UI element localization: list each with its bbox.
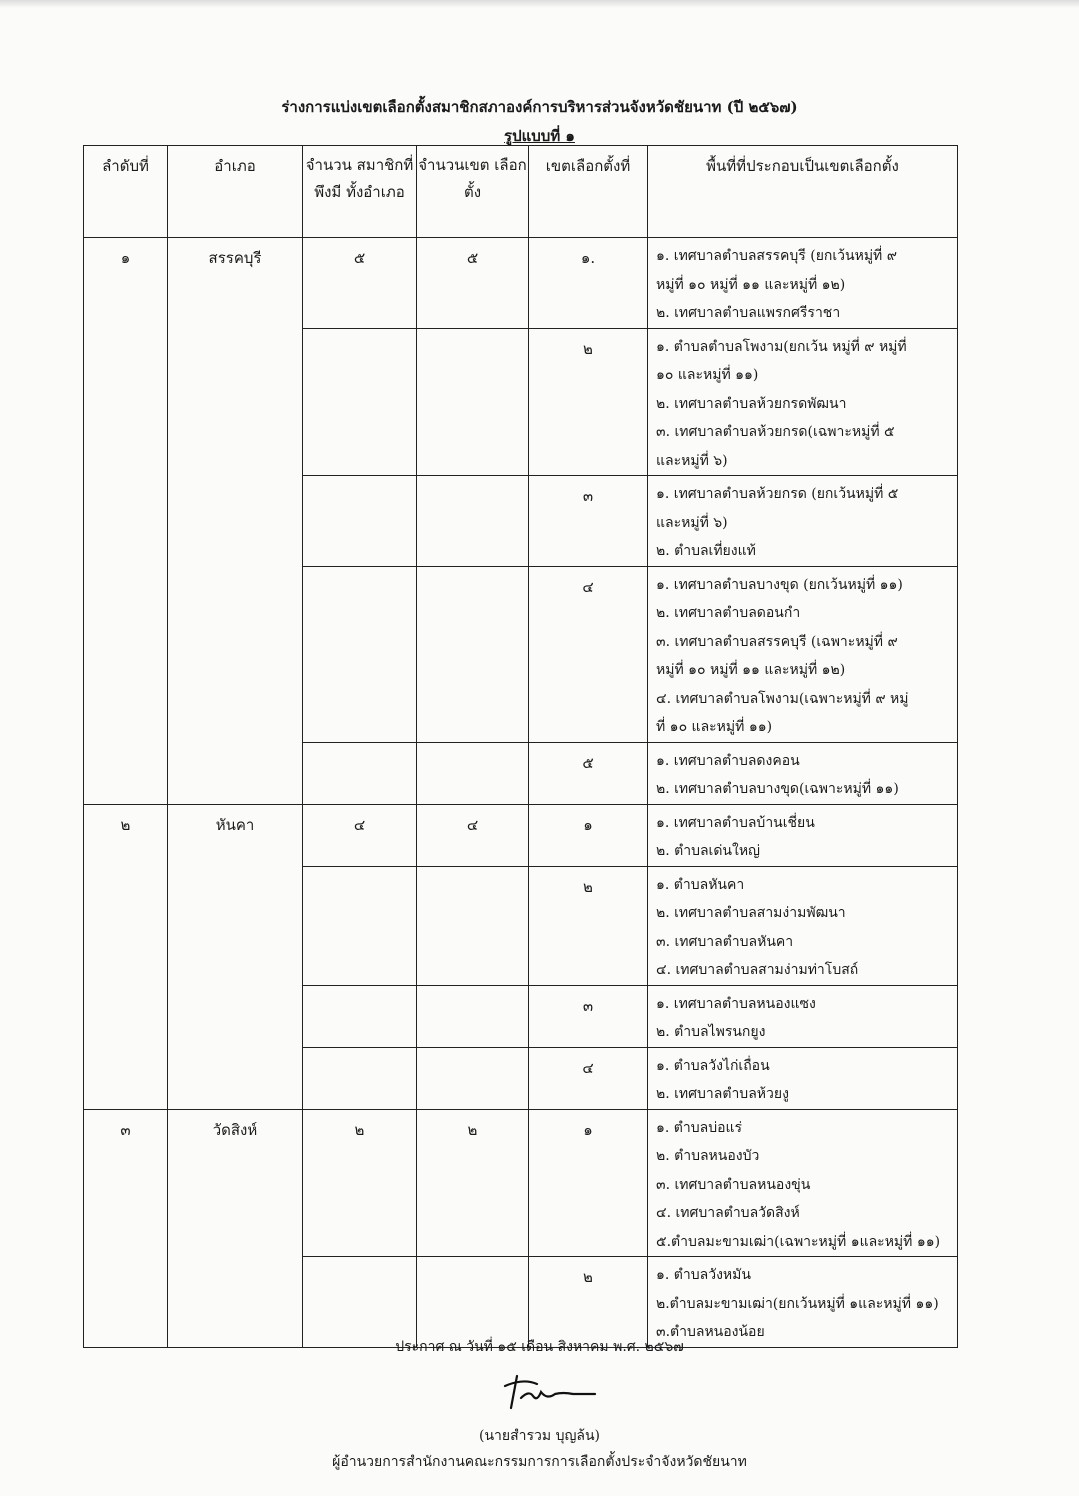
area-line: ๔. เทศบาลตำบลวัดสิงห์ (656, 1205, 800, 1221)
row-members (303, 1047, 417, 1109)
row-zone: ๑ (529, 1109, 648, 1257)
row-no (84, 566, 168, 742)
document-title: ร่างการแบ่งเขตเลือกตั้งสมาชิกสภาองค์การบริหารส่วนจังหวัดชัยนาท (ปี ๒๕๖๗) (281, 98, 798, 116)
area-line: ๒. เทศบาลตำบลบางขุด(เฉพาะหมู่ที่ ๑๑) (656, 781, 899, 797)
row-no (84, 1257, 168, 1348)
table-row (84, 804, 958, 866)
area-line: ๒. เทศบาลตำบลสามง่ามพัฒนา (656, 905, 846, 921)
header-zone: เขตเลือกตั้งที่ (529, 146, 648, 238)
area-line: ๑. ตำบลวังไก่เถื่อน (656, 1057, 770, 1074)
table-row (84, 1109, 958, 1257)
table-body (84, 238, 958, 1348)
area-line: ๑๐ และหมู่ที่ ๑๑) (656, 367, 759, 383)
area-line: ๒. ตำบลไพรนกยูง (656, 1024, 766, 1040)
area-line: ๑. เทศบาลตำบลดงคอน (656, 752, 800, 769)
row-zones (417, 476, 529, 567)
table-row (84, 566, 958, 742)
row-area (648, 1257, 958, 1348)
row-district (168, 328, 303, 476)
row-zone: ๔ (529, 1047, 648, 1109)
row-no (84, 866, 168, 985)
signer-position: ผู้อำนวยการสำนักงานคณะกรรมการการเลือกตั้งประจำจังหวัดชัยนาท (332, 1454, 747, 1470)
row-zone: ๕ (529, 742, 648, 804)
area-line: ๒. เทศบาลตำบลดอนกำ (656, 605, 801, 621)
row-area (648, 238, 958, 329)
table-row (84, 238, 958, 329)
row-zones (417, 866, 529, 985)
row-members: ๕ (303, 238, 417, 329)
row-zones: ๒ (417, 1109, 529, 1257)
signature (503, 1372, 598, 1412)
row-zone: ๒ (529, 1257, 648, 1348)
row-no (84, 742, 168, 804)
row-area (648, 1047, 958, 1109)
row-zone: ๔ (529, 566, 648, 742)
row-members (303, 985, 417, 1047)
table-row (84, 1257, 958, 1348)
row-members: ๒ (303, 1109, 417, 1257)
row-district: หันคา (168, 804, 303, 866)
document-subtitle: รูปแบบที่ ๑ (504, 127, 575, 145)
row-district: สรรคบุรี (168, 238, 303, 329)
row-no (84, 476, 168, 567)
area-line: ๓.ตำบลหนองน้อย (656, 1324, 765, 1340)
row-zones (417, 566, 529, 742)
row-zones (417, 1047, 529, 1109)
table-row (84, 985, 958, 1047)
table-row (84, 328, 958, 476)
area-line: ๒.ตำบลมะขามเฒ่า(ยกเว้นหมู่ที่ ๑และหมู่ที่ ๑๑) (656, 1295, 939, 1312)
area-line: ๕.ตำบลมะขามเฒ่า(เฉพาะหมู่ที่ ๑และหมู่ที่ ๑๑) (656, 1233, 941, 1250)
area-line: ๒. ตำบลเที่ยงแท้ (656, 543, 756, 559)
row-area (648, 866, 958, 985)
row-no (84, 1047, 168, 1109)
header-district: อำเภอ (168, 146, 303, 238)
area-line: หมู่ที่ ๑๐ หมู่ที่ ๑๑ และหมู่ที่ ๑๒) (656, 662, 846, 678)
row-no: ๓ (84, 1109, 168, 1257)
row-zones (417, 328, 529, 476)
table-row (84, 866, 958, 985)
row-no: ๑ (84, 238, 168, 329)
row-area (648, 328, 958, 476)
table-row (84, 742, 958, 804)
row-area (648, 985, 958, 1047)
area-line: หมู่ที่ ๑๐ หมู่ที่ ๑๑ และหมู่ที่ ๑๒) (656, 276, 846, 293)
row-zones: ๔ (417, 804, 529, 866)
row-district (168, 566, 303, 742)
area-line: ๒. เทศบาลตำบลห้วยกรดพัฒนา (656, 395, 847, 412)
page-edge (0, 0, 1079, 8)
area-line: ๒. ตำบลหนองบัว (656, 1148, 760, 1164)
signer-name: (นายสำรวม บุญล้น) (479, 1428, 600, 1444)
row-members (303, 742, 417, 804)
row-members: ๔ (303, 804, 417, 866)
area-line: ๑. เทศบาลตำบลสรรคบุรี (ยกเว้นหมู่ที่ ๙ (656, 248, 897, 264)
area-line: ๑. ตำบลวังหมัน (656, 1267, 751, 1283)
row-district (168, 985, 303, 1047)
area-line: ๔. เทศบาลตำบลสามง่ามท่าโบสถ์ (656, 962, 859, 978)
header-area: พื้นที่ที่ประกอบเป็นเขตเลือกตั้ง (648, 146, 958, 238)
area-line: ๑. ตำบลบ่อแร่ (656, 1119, 743, 1136)
area-line: ๓. เทศบาลตำบลหันคา (656, 933, 794, 950)
row-members (303, 476, 417, 567)
announce-date: ประกาศ ณ วันที่ ๑๕ เดือน สิงหาคม พ.ศ. ๒๕๖๗ (395, 1339, 684, 1355)
row-area (648, 476, 958, 567)
row-members (303, 866, 417, 985)
area-line: ๓. เทศบาลตำบลสรรคบุรี (เฉพาะหมู่ที่ ๙ (656, 633, 898, 650)
zone-table (83, 145, 958, 1348)
row-district (168, 1047, 303, 1109)
area-line: ๑. เทศบาลตำบลบางขุด (ยกเว้นหมู่ที่ ๑๑) (656, 576, 903, 593)
row-zone: ๑. (529, 238, 648, 329)
row-district (168, 742, 303, 804)
area-line: ๑. ตำบลตำบลโพงาม(ยกเว้น หมู่ที่ ๙ หมู่ที่ (656, 338, 907, 355)
row-no: ๒ (84, 804, 168, 866)
row-zone: ๒ (529, 866, 648, 985)
area-line: ที่ ๑๐ และหมู่ที่ ๑๑) (656, 719, 773, 735)
area-line: ๒. เทศบาลตำบลแพรกศรีราชา (656, 305, 841, 321)
header-zones: จำนวนเขต เลือกตั้ง (417, 146, 529, 238)
row-members (303, 566, 417, 742)
row-area (648, 566, 958, 742)
area-line: ๑. เทศบาลตำบลห้วยกรด (ยกเว้นหมู่ที่ ๕ (656, 486, 899, 502)
row-zones: ๕ (417, 238, 529, 329)
area-line: ๒. ตำบลเด่นใหญ่ (656, 843, 760, 859)
row-members (303, 1257, 417, 1348)
area-line: ๓. เทศบาลตำบลหนองขุ่น (656, 1176, 811, 1193)
row-district: วัดสิงห์ (168, 1109, 303, 1257)
row-zone: ๒ (529, 328, 648, 476)
area-line: ๑. เทศบาลตำบลหนองแซง (656, 995, 816, 1012)
header-no: ลำดับที่ (84, 146, 168, 238)
row-zones (417, 742, 529, 804)
row-zone: ๑ (529, 804, 648, 866)
row-district (168, 1257, 303, 1348)
row-zones (417, 1257, 529, 1348)
row-zone: ๓ (529, 985, 648, 1047)
header-members: จำนวน สมาชิกที่พึงมี ทั้งอำเภอ (303, 146, 417, 238)
table-row (84, 1047, 958, 1109)
area-line: ๓. เทศบาลตำบลห้วยกรด(เฉพาะหมู่ที่ ๕ (656, 424, 895, 440)
area-line: ๒. เทศบาลตำบลห้วยงู (656, 1086, 789, 1102)
row-members (303, 328, 417, 476)
row-no (84, 985, 168, 1047)
row-district (168, 476, 303, 567)
row-district (168, 866, 303, 985)
row-zone: ๓ (529, 476, 648, 567)
area-line: และหมู่ที่ ๖) (656, 452, 728, 469)
area-line: ๔. เทศบาลตำบลโพงาม(เฉพาะหมู่ที่ ๙ หมู่ (656, 690, 909, 707)
area-line: และหมู่ที่ ๖) (656, 514, 728, 531)
table-header-row (84, 146, 958, 238)
area-line: ๑. ตำบลหันคา (656, 876, 745, 893)
row-area (648, 804, 958, 866)
area-line: ๑. เทศบาลตำบลบ้านเชี่ยน (656, 814, 815, 831)
row-zones (417, 985, 529, 1047)
table-row (84, 476, 958, 567)
row-no (84, 328, 168, 476)
row-area (648, 1109, 958, 1257)
row-area (648, 742, 958, 804)
